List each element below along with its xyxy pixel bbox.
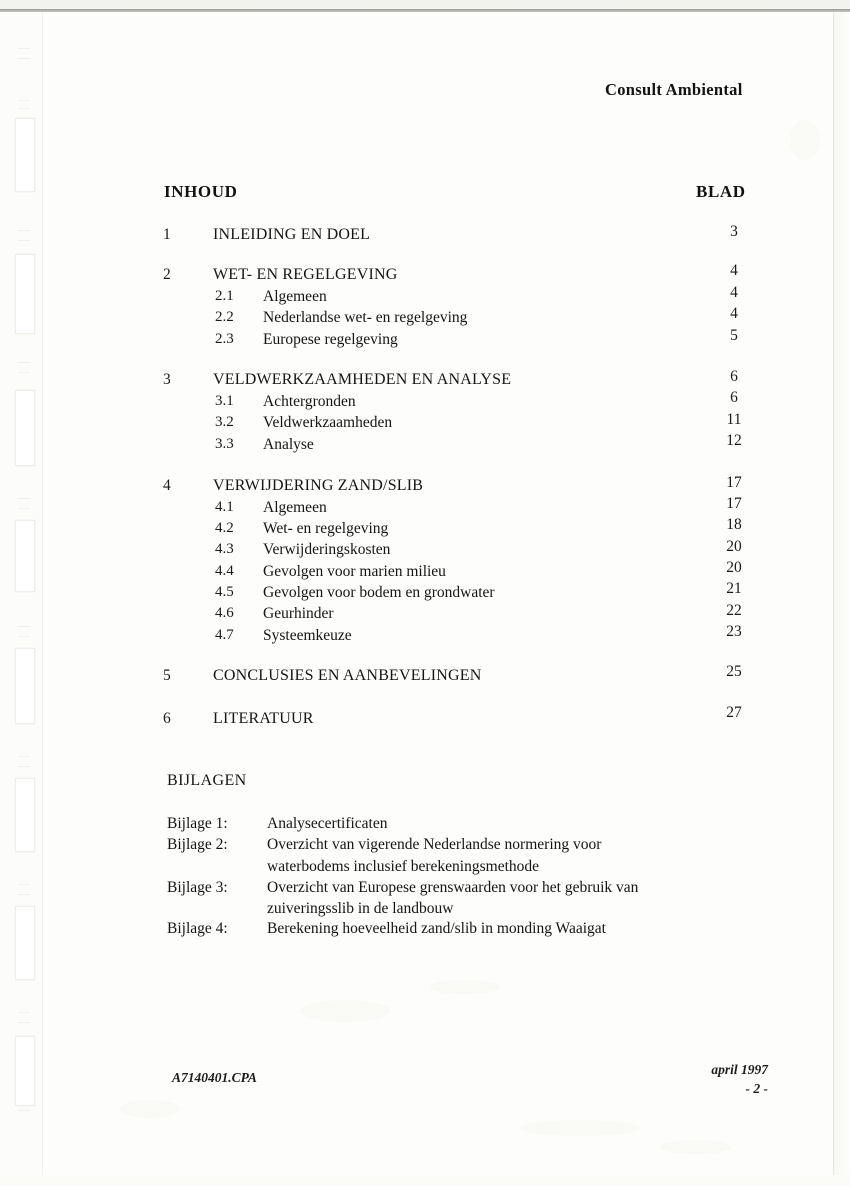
toc-heading-blad: BLAD (696, 182, 746, 201)
toc-entry (0, 309, 790, 331)
toc-entry-number: 3.1 (215, 393, 234, 409)
toc-entry-title: Nederlandse wet- en regelgeving (263, 309, 468, 326)
toc-entry-number: 3.3 (215, 436, 234, 452)
toc-entry-title: Analyse (263, 436, 314, 453)
toc-entry (0, 393, 790, 415)
toc-entry-title: Veldwerkzaamheden (263, 414, 393, 431)
toc-entry-title: INLEIDING EN DOEL (213, 226, 371, 243)
toc-entry-page-number: 18 (726, 516, 742, 533)
toc-entry-title: Achtergronden (263, 393, 356, 410)
toc-entry (0, 414, 790, 436)
footer-date: april 1997 (711, 1062, 768, 1077)
toc-entry-title: Gevolgen voor marien milieu (263, 563, 446, 580)
toc-entry-page-number: 20 (726, 538, 742, 555)
toc-entry-page-number: 20 (726, 559, 742, 576)
toc-entry-number: 3 (163, 371, 171, 388)
footer-page-number: - 2 - (745, 1081, 768, 1096)
toc-entry-page-number: 6 (730, 389, 738, 406)
toc-entry-title: CONCLUSIES EN AANBEVELINGEN (213, 667, 482, 684)
toc-entry-title: Algemeen (263, 499, 327, 516)
toc-entry-number: 4.5 (215, 584, 234, 600)
toc-entry-page-number: 23 (726, 623, 742, 640)
toc-entry-number: 2.2 (215, 309, 234, 325)
toc-entry-title: Algemeen (263, 288, 327, 305)
toc-entry-title: WET- EN REGELGEVING (213, 266, 398, 283)
toc-entry-number: 6 (163, 710, 171, 727)
toc-entry (0, 371, 790, 393)
toc-entry-title: Wet- en regelgeving (263, 520, 389, 537)
page-header-company: Consult Ambiental (605, 80, 743, 99)
toc-entry-title: Gevolgen voor bodem en grondwater (263, 584, 495, 601)
toc-entry-page-number: 12 (726, 432, 742, 449)
toc-entry-number: 4.7 (215, 627, 234, 643)
appendix-label: Bijlage 4: (167, 920, 228, 937)
toc-entry-title: Europese regelgeving (263, 331, 398, 348)
toc-entry-number: 2.1 (215, 288, 234, 304)
toc-entry-title: LITERATUUR (213, 710, 314, 727)
appendix-description: Analysecertificaten (267, 815, 388, 832)
toc-entry (0, 584, 790, 606)
toc-entry (0, 563, 790, 585)
toc-entry-page-number: 6 (730, 368, 738, 385)
toc-entry-page-number: 25 (726, 663, 742, 680)
appendix-description: Berekening hoeveelheid zand/slib in monding Waaigat (267, 920, 606, 937)
toc-entry-number: 1 (163, 226, 171, 243)
toc-entry-page-number: 21 (726, 580, 742, 597)
toc-entry-page-number: 4 (730, 305, 738, 322)
appendix-label: Bijlage 2: (167, 836, 228, 853)
toc-entry-title: Geurhinder (263, 605, 334, 622)
toc-entry (0, 667, 790, 689)
toc-entry-number: 2 (163, 266, 171, 283)
toc-entry (0, 226, 790, 248)
toc-entry-title: Verwijderingskosten (263, 541, 391, 558)
appendix-heading: BIJLAGEN (167, 772, 247, 789)
appendix-description-continued: waterbodems inclusief berekeningsmethode (267, 858, 540, 875)
toc-entry-title: VERWIJDERING ZAND/SLIB (213, 477, 424, 494)
toc-heading-inhoud: INHOUD (164, 182, 238, 201)
toc-entry (0, 627, 790, 649)
toc-entry-number: 4 (163, 477, 171, 494)
toc-entry-number: 4.3 (215, 541, 234, 557)
toc-entry-number: 4.1 (215, 499, 234, 515)
toc-entry-title: Systeemkeuze (263, 627, 352, 644)
toc-entry (0, 266, 790, 288)
appendix-description: Overzicht van vigerende Nederlandse normering voor (267, 836, 602, 853)
toc-entry-page-number: 5 (730, 327, 738, 344)
toc-entry (0, 710, 790, 732)
toc-entry-page-number: 3 (730, 223, 738, 240)
toc-entry (0, 477, 790, 499)
toc-entry (0, 331, 790, 353)
appendix-label: Bijlage 3: (167, 879, 228, 896)
toc-entry (0, 436, 790, 458)
footer-document-reference: A7140401.CPA (172, 1070, 257, 1085)
toc-entry-page-number: 4 (730, 284, 738, 301)
toc-entry (0, 520, 790, 542)
toc-entry-number: 2.3 (215, 331, 234, 347)
toc-entry-title: VELDWERKZAAMHEDEN EN ANALYSE (213, 371, 512, 388)
toc-entry-page-number: 17 (726, 495, 742, 512)
appendix-description: Overzicht van Europese grenswaarden voor het gebruik van (267, 879, 639, 896)
toc-entry (0, 499, 790, 521)
toc-entry-number: 5 (163, 667, 171, 684)
toc-entry (0, 288, 790, 310)
toc-entry-page-number: 17 (726, 474, 742, 491)
toc-entry-page-number: 22 (726, 602, 742, 619)
toc-entry-number: 4.4 (215, 563, 234, 579)
toc-entry-number: 4.6 (215, 605, 234, 621)
toc-entry-page-number: 27 (726, 704, 742, 721)
toc-entry-page-number: 11 (726, 411, 742, 428)
toc-entry-number: 3.2 (215, 414, 234, 430)
appendix-label: Bijlage 1: (167, 815, 228, 832)
appendix-description-continued: zuiveringsslib in de landbouw (267, 900, 454, 917)
toc-entry-number: 4.2 (215, 520, 234, 536)
toc-entry (0, 605, 790, 627)
toc-entry (0, 541, 790, 563)
toc-entry-page-number: 4 (730, 262, 738, 279)
